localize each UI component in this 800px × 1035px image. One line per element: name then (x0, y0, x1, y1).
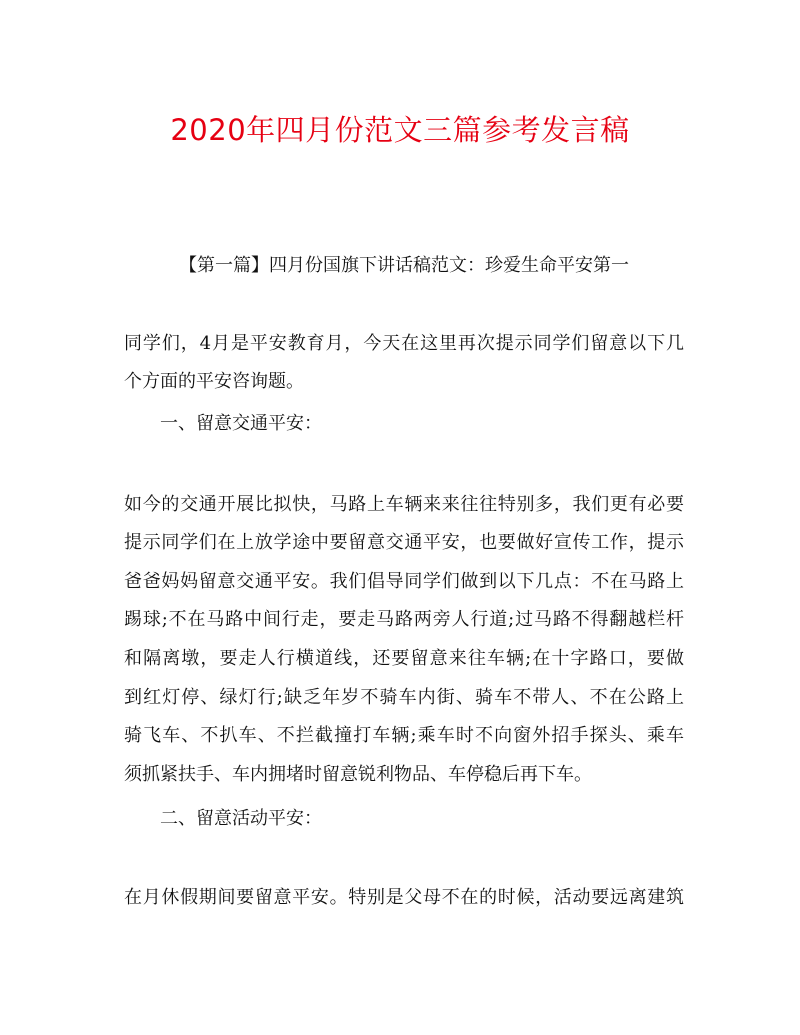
paragraph-line: 提示同学们在上放学途中要留意交通平安，也要做好宣传工作，提示 (124, 532, 684, 553)
paragraph-line: 到红灯停、绿灯行;缺乏年岁不骑车内街、骑车不带人、不在公路上 (124, 687, 684, 708)
paragraph-line: 骑飞车、不扒车、不拦截撞打车辆;乘车时不向窗外招手探头、乘车 (124, 725, 684, 746)
paragraph-line: 踢球;不在马路中间行走，要走马路两旁人行道;过马路不得翻越栏杆 (124, 609, 684, 630)
paragraph-line: 在月休假期间要留意平安。特别是父母不在的时候，活动要远离建筑 (124, 887, 684, 908)
section-title: 【第一篇】四月份国旗下讲话稿范文：珍爱生命平安第一 (179, 255, 629, 276)
paragraph-line: 和隔离墩，要走人行横道线，还要留意来往车辆;在十字路口，要做 (124, 648, 684, 669)
paragraph-line: 须抓紧扶手、车内拥堵时留意锐利物品、车停稳后再下车。 (124, 764, 592, 785)
paragraph-line: 爸爸妈妈留意交通平安。我们倡导同学们做到以下几点：不在马路上 (124, 571, 684, 592)
paragraph-line: 如今的交通开展比拟快，马路上车辆来来往往特别多，我们更有必要 (124, 494, 684, 515)
document-title: 2020年四月份范文三篇参考发言稿 (170, 113, 630, 147)
section-heading: 二、留意活动平安： (160, 808, 322, 829)
paragraph-line: 个方面的平安咨询题。 (124, 371, 304, 392)
section-heading: 一、留意交通平安： (160, 413, 322, 434)
paragraph-line: 同学们，4月是平安教育月，今天在这里再次提示同学们留意以下几 (124, 333, 684, 354)
